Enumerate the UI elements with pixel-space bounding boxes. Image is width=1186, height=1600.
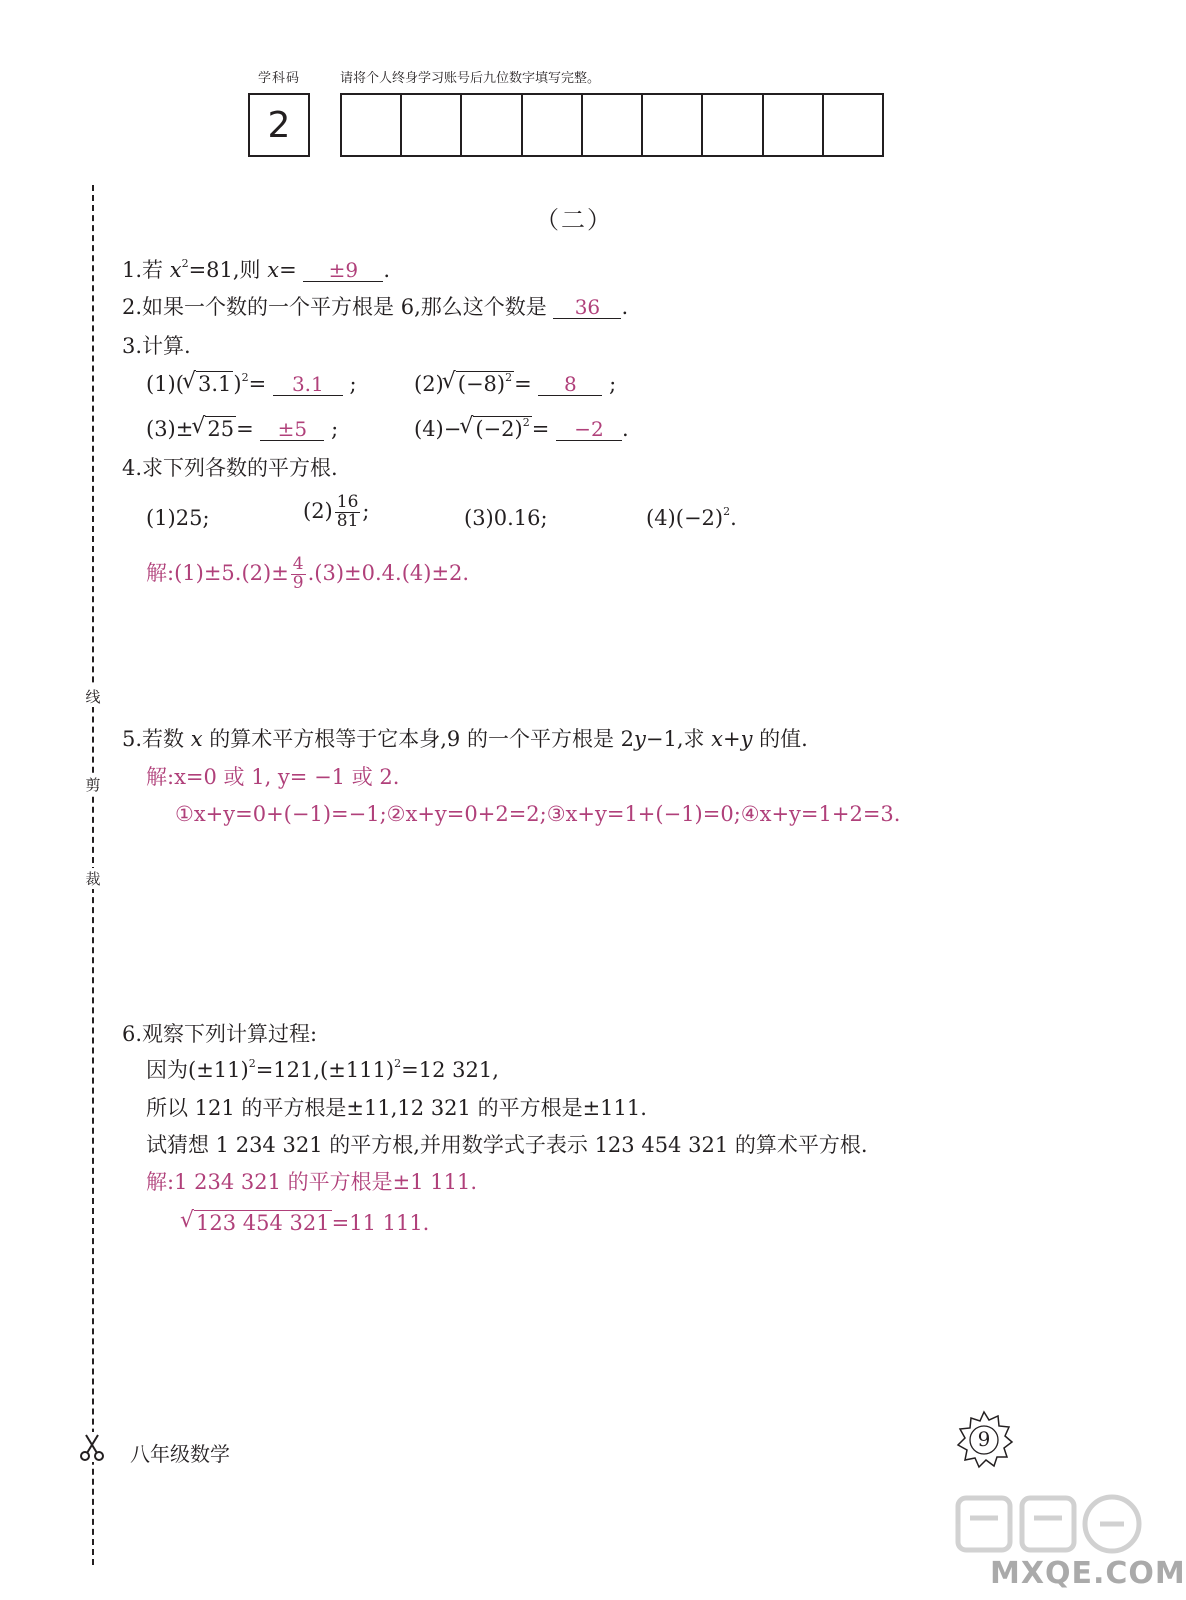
digit-box[interactable] — [703, 95, 763, 155]
answer-text: ±9 — [328, 258, 359, 282]
question-4-title: 4.求下列各数的平方根. — [122, 456, 338, 480]
answer-text: −2 — [574, 417, 604, 441]
answer-blank[interactable] — [556, 419, 622, 441]
watermark-text: MXQE.COM — [990, 1556, 1186, 1591]
subject-code-box — [248, 93, 310, 157]
page-number: 9 — [977, 1427, 991, 1451]
cut-line-char: 线 — [82, 686, 104, 707]
answer-blank[interactable] — [260, 419, 324, 441]
question-6-line-3: 试猜想 1 234 321 的平方根,并用数学式子表示 123 454 321 的算术平方根. — [146, 1133, 868, 1157]
answer-text: 36 — [574, 295, 601, 319]
subject-code-value: 2 — [267, 104, 291, 146]
page-number-badge — [955, 1410, 1013, 1468]
question-2: 2.如果一个数的一个平方根是 6,那么这个数是 36 . — [122, 295, 629, 319]
scissors-icon — [78, 1432, 106, 1462]
question-4-item-1: (1)25; — [146, 506, 210, 530]
digit-box[interactable] — [824, 95, 882, 155]
answer-blank[interactable] — [538, 374, 602, 396]
question-4-solution: 解:(1)±5.(2)± $\frac{4}{9}$ .(3)±0.4.(4)±2. — [146, 554, 470, 593]
account-number-hint: 请将个人终身学习账号后九位数字填写完整。 — [340, 71, 601, 86]
question-6-solution-line-2: √ 123 454 321=11 111. — [182, 1213, 429, 1234]
cut-line-char: 裁 — [82, 868, 104, 889]
account-digit-boxes[interactable] — [340, 93, 884, 157]
answer-text: 3.1 — [291, 372, 324, 396]
question-5: 5.若数 x 的算术平方根等于它本身,9 的一个平方根是 2y−1,求 x+y 的值. — [122, 727, 808, 751]
digit-box[interactable] — [402, 95, 462, 155]
question-5-solution-line-1: 解:x=0 或 1, y= −1 或 2. — [146, 765, 400, 789]
footer-title: 八年级数学 — [130, 1442, 230, 1466]
question-4-item-4: $(4)(-2)^2$. — [646, 505, 737, 530]
cut-line-char: 剪 — [82, 774, 104, 795]
question-6-line-2: 所以 121 的平方根是±11,12 321 的平方根是±111. — [146, 1096, 647, 1120]
question-1: 1.若 $x^2=81$,则 x= ±9 . — [122, 257, 391, 282]
digit-box[interactable] — [462, 95, 522, 155]
subject-code-label: 学科码 — [258, 71, 301, 86]
digit-box[interactable] — [523, 95, 583, 155]
question-3-part-3: (3)±√ 25= ±5 ; — [146, 419, 338, 441]
question-5-solution-line-2: ①x+y=0+(−1)=−1;②x+y=0+2=2;③x+y=1+(−1)=0;④x+y=1+2=3. — [175, 802, 901, 826]
digit-box[interactable] — [583, 95, 643, 155]
section-title: （二） — [535, 206, 613, 234]
question-3-part-4: (4)−√ $(-2)^2= -2$ . — [414, 419, 629, 441]
digit-box[interactable] — [643, 95, 703, 155]
question-3-part-2: (2)√ $(-8)^2= 8$ ; — [414, 374, 616, 396]
answer-text: 8 — [564, 372, 577, 396]
question-4-item-3: (3)0.16; — [464, 506, 548, 530]
answer-blank[interactable] — [553, 297, 621, 319]
digit-box[interactable] — [342, 95, 402, 155]
answer-blank[interactable] — [273, 374, 343, 396]
question-3-part-1: (1)(√ 3.1)$^2$= 3.1 ; — [146, 374, 357, 396]
question-4-item-2: (2) $\frac{16}{81}$ ; — [303, 492, 370, 531]
question-6-title: 6.观察下列计算过程: — [122, 1022, 318, 1046]
answer-text: ±5 — [277, 417, 308, 441]
digit-box[interactable] — [764, 95, 824, 155]
question-6-line-1: 因为$(\pm 11)^2=121,(\pm 111)^2=12$ 321, — [146, 1057, 499, 1082]
answer-blank[interactable] — [303, 260, 383, 282]
question-3-title: 3.计算. — [122, 334, 191, 358]
question-6-solution-line-1: 解:1 234 321 的平方根是±1 111. — [146, 1170, 478, 1194]
